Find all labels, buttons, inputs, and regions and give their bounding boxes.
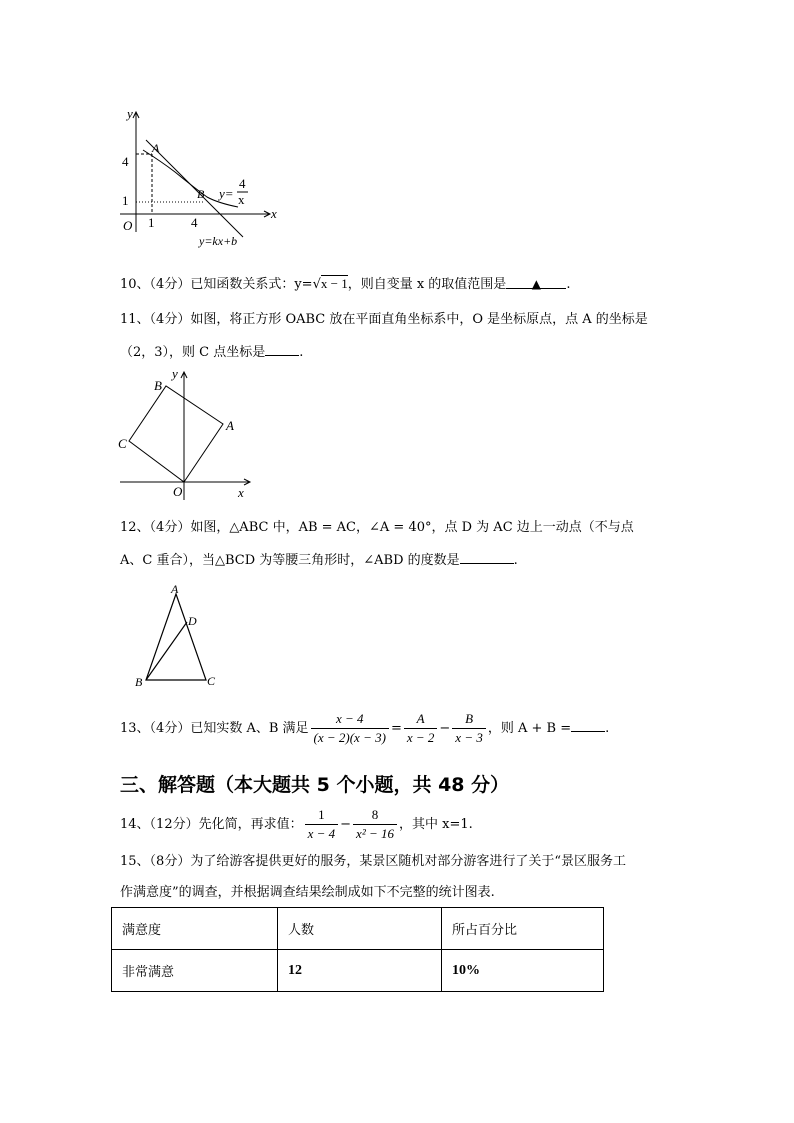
fig2-label-B: B (154, 378, 162, 393)
question-11-line1: 11、（4分）如图，将正方形 OABC 放在平面直角坐标系中，O 是坐标原点，点 A 的坐标是 (120, 312, 648, 327)
q10-end: . (566, 277, 571, 292)
fig1-tick-y4: 4 (122, 154, 129, 169)
question-12-line1: 12、（4分）如图，△ABC 中，AB = AC，∠A = 40°，点 D 为 AC 边上一动点（不与点 (120, 520, 634, 535)
fig1-curve-num: 4 (239, 176, 246, 191)
q10-answer-blank[interactable] (506, 274, 566, 289)
fig2-label-y: y (172, 366, 178, 381)
figure-square-oabc (114, 366, 264, 504)
q10-answer-triangle: ▲ (531, 277, 541, 291)
table-header-cell: 人数 (278, 908, 442, 950)
fig1-tick-x4: 4 (191, 215, 198, 230)
q13-answer-blank[interactable] (571, 717, 605, 732)
q13-fraction-2: $\frac{A}{x - 2}$ (404, 710, 438, 747)
table-row (112, 950, 604, 992)
sqrt-sign: √ (312, 277, 321, 292)
table-header-row (112, 908, 604, 950)
question-15-line2: 作满意度”的调查，并根据调查结果绘制成如下不完整的统计图表. (120, 885, 495, 900)
fig3-label-D: D (188, 614, 197, 628)
table-cell: 12 (278, 950, 442, 992)
q14-fraction-1: $\frac{1}{x - 4}$ (305, 806, 339, 843)
question-13 (120, 709, 609, 749)
fig1-curve-lhs: y= (219, 186, 234, 201)
fig1-label-A: A (152, 141, 160, 155)
fig1-origin: O (123, 218, 133, 233)
q12-answer-blank[interactable] (460, 549, 514, 564)
q13-mid: ，则 A + B = (487, 721, 572, 736)
q13-end: . (605, 721, 610, 736)
fig3-label-B: B (135, 675, 143, 689)
q11-prefix: （2，3），则 C 点坐标是 (120, 345, 266, 360)
fig1-line-label: y=kx+b (199, 234, 238, 248)
fig1-x-label: x (271, 206, 277, 221)
q10-radicand: x − 1 (320, 276, 348, 291)
satisfaction-table (111, 907, 604, 992)
fig2-square (129, 386, 223, 482)
fig1-tick-y1: 1 (122, 193, 129, 208)
q14-fraction-2: $\frac{8}{\text{x² − 16}}$ (353, 806, 397, 843)
fig1-tick-x1: 1 (148, 215, 155, 230)
fig1-curve-den: x (238, 192, 245, 207)
question-15-line1: 15、（8分）为了给游客提供更好的服务，某景区随机对部分游客进行了关于“景区服务工 (120, 854, 626, 869)
q13-prefix: 13、（4分）已知实数 A、B 满足 (120, 721, 309, 736)
q13-fraction-1: $\frac{x - 4}{(x - 2)(x - 3)}$ (311, 710, 389, 747)
q12-prefix: A、C 重合），当△BCD 为等腰三角形时，∠ABD 的度数是 (120, 553, 460, 568)
q12-end: . (513, 553, 518, 568)
fig3-segment-BD (146, 622, 187, 680)
table-cell: 非常满意 (112, 950, 278, 992)
figure-function-graph (110, 106, 290, 252)
figure-triangle-abc (132, 582, 228, 692)
q14-minus: − (340, 817, 352, 832)
question-12-line2 (120, 549, 518, 571)
section-3-heading: 三、解答题（本大题共 5 个小题，共 48 分） (120, 774, 510, 796)
table-header-cell: 满意度 (112, 908, 278, 950)
fig2-label-O: O (173, 484, 183, 499)
q13-minus: − (439, 721, 451, 736)
fig2-label-A: A (226, 418, 234, 433)
q10-suffix: ，则自变量 x 的取值范围是 (347, 277, 507, 292)
table-cell: 10% (442, 950, 604, 992)
fig3-label-A: A (171, 582, 179, 596)
question-14 (120, 805, 473, 845)
q11-answer-blank[interactable] (265, 341, 299, 356)
q13-equals: = (390, 721, 402, 736)
table-header-cell: 所占百分比 (442, 908, 604, 950)
fig2-label-x: x (238, 485, 244, 500)
fig2-label-C: C (118, 436, 127, 451)
fig3-label-C: C (207, 674, 216, 688)
q13-fraction-3: $\frac{B}{x - 3}$ (452, 710, 486, 747)
q14-prefix: 14、（12分）先化简，再求值： (120, 817, 303, 832)
fig1-y-label: y (127, 106, 133, 121)
question-10 (120, 274, 570, 295)
q10-prefix: 10、（4分）已知函数关系式：y= (120, 277, 313, 292)
question-11-line2 (120, 341, 303, 363)
q14-suffix: ，其中 x=1. (399, 817, 473, 832)
fig1-label-B: B (197, 187, 205, 201)
q11-end: . (299, 345, 304, 360)
